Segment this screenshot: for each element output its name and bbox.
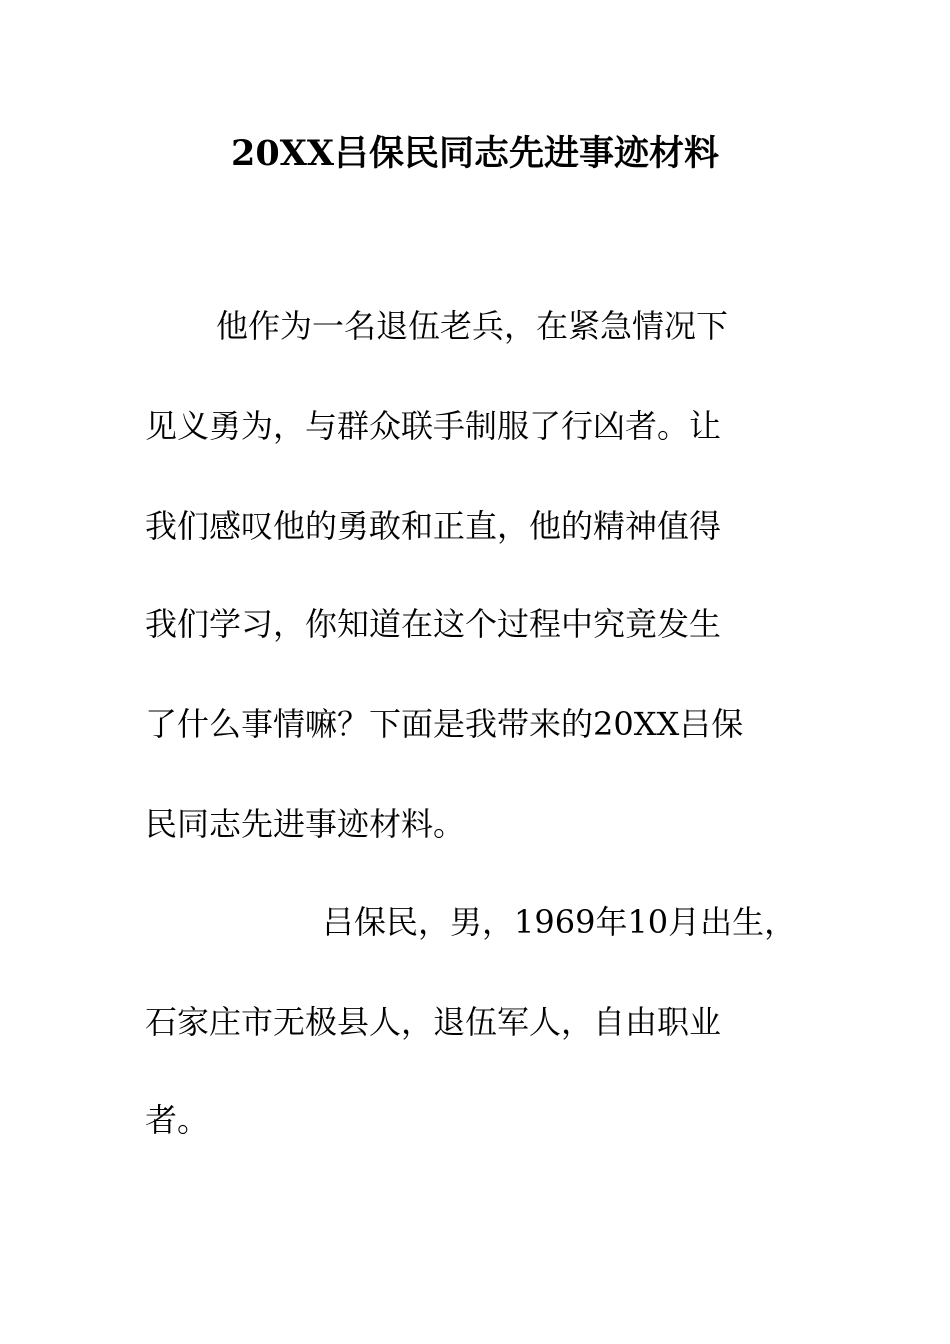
body-line: 吕保民，男，1969年10月出生， <box>322 903 797 941</box>
body-line: 我们学习，你知道在这个过程中究竟发生 <box>145 605 722 643</box>
body-line: 见义勇为，与群众联手制服了行凶者。让 <box>145 407 722 445</box>
body-line: 石家庄市无极县人，退伍军人，自由职业 <box>145 1003 722 1041</box>
body-line: 我们感叹他的勇敢和正直，他的精神值得 <box>145 507 722 545</box>
document-title: 20XX吕保民同志先进事迹材料 <box>230 133 720 174</box>
body-line: 他作为一名退伍老兵，在紧急情况下 <box>216 307 729 345</box>
body-line: 了什么事情嘛？下面是我带来的20XX吕保 <box>145 705 744 743</box>
body-line: 民同志先进事迹材料。 <box>145 805 466 843</box>
body-line: 者。 <box>145 1101 210 1139</box>
